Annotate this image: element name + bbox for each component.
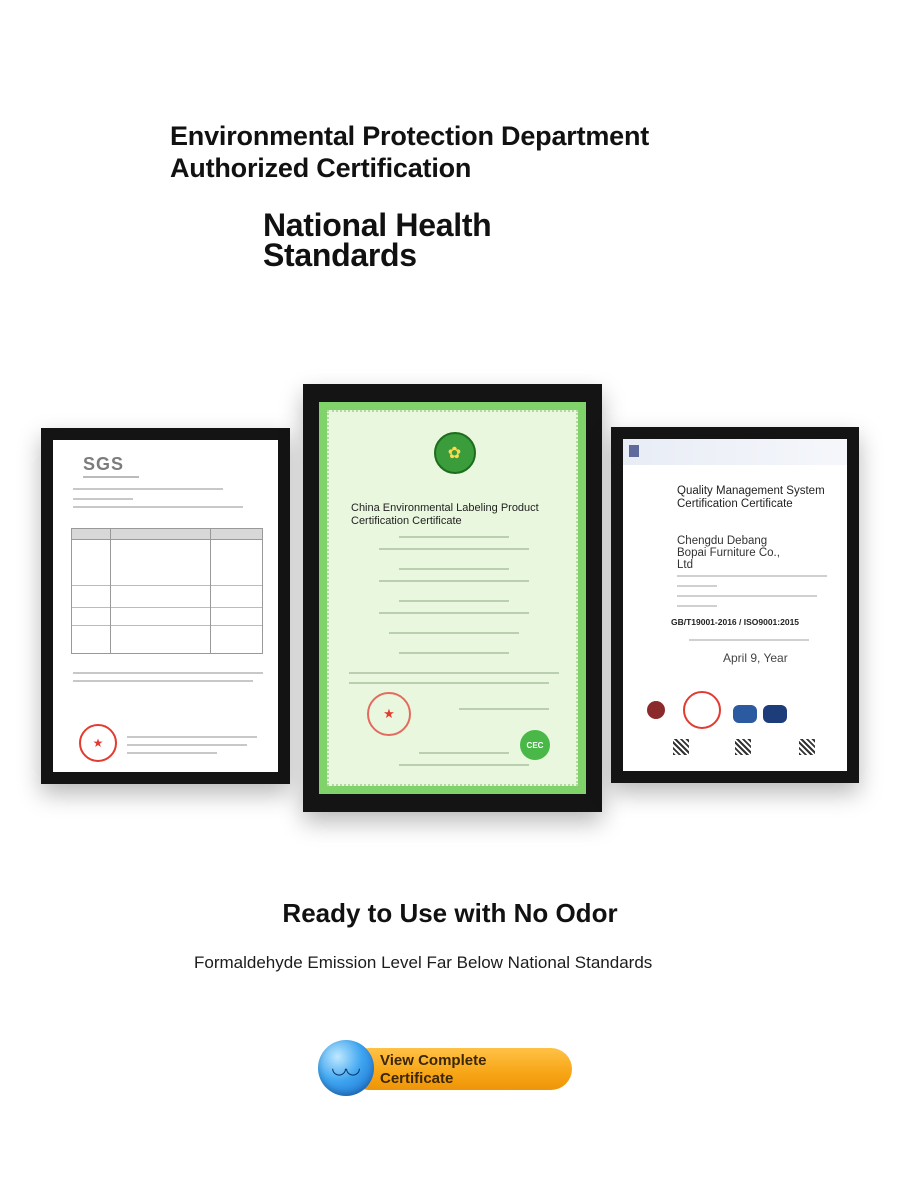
formaldehyde-note: Formaldehyde Emission Level Far Below National Standards [194,953,653,972]
red-stamp-icon [683,691,721,729]
certificate-frame-quality [611,427,859,783]
text-line [459,708,549,710]
text-line [349,672,559,674]
iaf-badge-icon [733,705,757,723]
sgs-logo: SGS [83,454,125,474]
text-line [677,605,717,607]
text-line [677,585,717,587]
text-line [127,744,247,746]
text-line [379,580,529,582]
sgs-test-report [53,440,278,772]
view-certificate-label[interactable]: View Complete Certificate [380,1052,487,1087]
heading-national-health-standards: National Health Standards [263,207,492,273]
text-line [399,764,529,766]
divider [83,476,139,478]
text-line [677,575,827,577]
view-certificate-button[interactable] [318,1040,574,1096]
qr-code-icon [673,739,689,755]
red-stamp-icon: ★ [367,692,411,736]
heading-ready-to-use: Ready to Use with No Odor [282,898,618,928]
text-line [73,498,133,500]
text-line [419,752,509,754]
cec-badge: CEC [520,730,550,760]
text-line [127,752,217,754]
chat-bubble-icon[interactable]: ◡◡ [318,1040,374,1096]
accreditation-badge-icon [647,701,665,719]
cert-logo-icon [629,445,639,457]
text-line [389,632,519,634]
text-line [349,682,549,684]
results-table [71,528,263,654]
company-name: Chengdu Debang Bopai Furniture Co., Ltd [677,535,780,571]
certificate-title: Quality Management System Certification Certificate [677,485,825,510]
text-line [127,736,257,738]
qr-code-icon [735,739,751,755]
text-line [73,488,223,490]
environmental-certificate [319,402,586,794]
text-line [399,536,509,538]
text-line [73,672,263,674]
quality-certificate [623,439,847,771]
text-line [73,506,243,508]
heading-authorized-certification: Environmental Protection Department Authorized Certification [170,121,650,183]
header-band [623,439,847,465]
certificate-frame-environmental [303,384,602,812]
red-stamp-icon: ★ [79,724,117,762]
text-line [379,548,529,550]
cnas-badge-icon [763,705,787,723]
text-line [399,568,509,570]
qr-code-icon [799,739,815,755]
text-line [399,652,509,654]
certificate-title: China Environmental Labeling Product Certification Certificate [351,502,539,527]
text-line [73,680,253,682]
text-line [399,600,509,602]
certificate-frame-sgs [41,428,290,784]
text-line [379,612,529,614]
text-line [677,595,817,597]
text-line [689,639,809,641]
issue-date: April 9, Year [723,651,788,665]
standard-number: GB/T19001-2016 / ISO9001:2015 [670,617,800,627]
green-ring-logo-icon: ✿ [434,432,476,474]
